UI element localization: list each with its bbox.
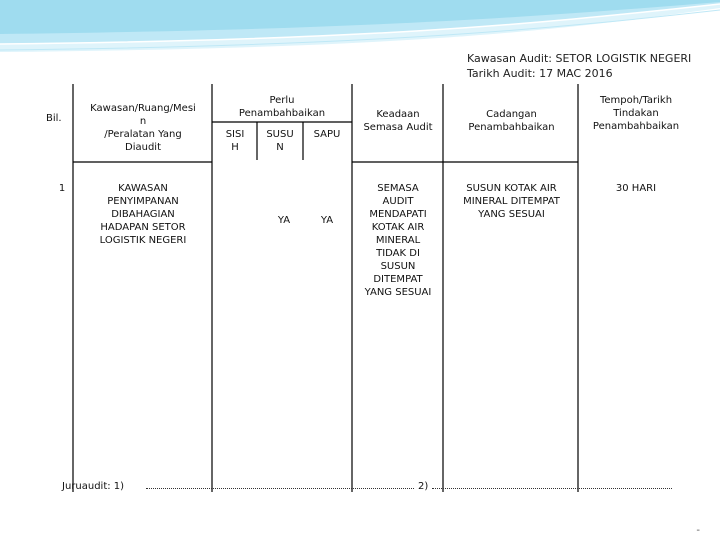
signature-line-2 [432, 488, 672, 489]
row-1-kawasan: KAWASAN PENYIMPANAN DIBAHAGIAN HADAPAN SETOR LOGISTIK NEGERI [99, 183, 187, 246]
signature-line-1 [146, 488, 414, 489]
col-header-cadangan: Cadangan Penambahbaikan [468, 109, 555, 133]
col-header-sisih: SISI H [225, 129, 245, 153]
col-header-keadaan: Keadaan Semasa Audit [363, 109, 433, 133]
juruaudit-label-2: 2) [418, 481, 429, 492]
row-1-cadangan: SUSUN KOTAK AIR MINERAL DITEMPAT YANG SESUAI [463, 183, 560, 220]
col-header-kawasan: Kawasan/Ruang/Mesi n /Peralatan Yang Diaudit [90, 103, 196, 153]
audit-area-label: Kawasan Audit: SETOR LOGISTIK NEGERI [467, 52, 692, 65]
corner-mark: - [696, 525, 700, 536]
col-header-sapu: SAPU [313, 129, 341, 140]
row-1-sapu: YA [320, 215, 334, 226]
row-1-keadaan: SEMASA AUDIT MENDAPATI KOTAK AIR MINERAL TIDAK DI SUSUN DITEMPAT YANG SESUAI [364, 183, 432, 298]
juruaudit-label-1: Juruaudit: 1) [62, 481, 125, 492]
col-header-susun: SUSU N [266, 129, 294, 153]
audit-date-label: Tarikh Audit: 17 MAC 2016 [467, 67, 613, 80]
col-header-bil: Bil. [46, 113, 62, 124]
row-1-bil: 1 [58, 183, 66, 194]
col-header-perlu: Perlu Penambahbaikan [238, 95, 326, 119]
row-1-susun: YA [277, 215, 291, 226]
row-1-tempoh: 30 HARI [615, 183, 657, 194]
col-header-tempoh: Tempoh/Tarikh Tindakan Penambahbaikan [592, 95, 680, 132]
